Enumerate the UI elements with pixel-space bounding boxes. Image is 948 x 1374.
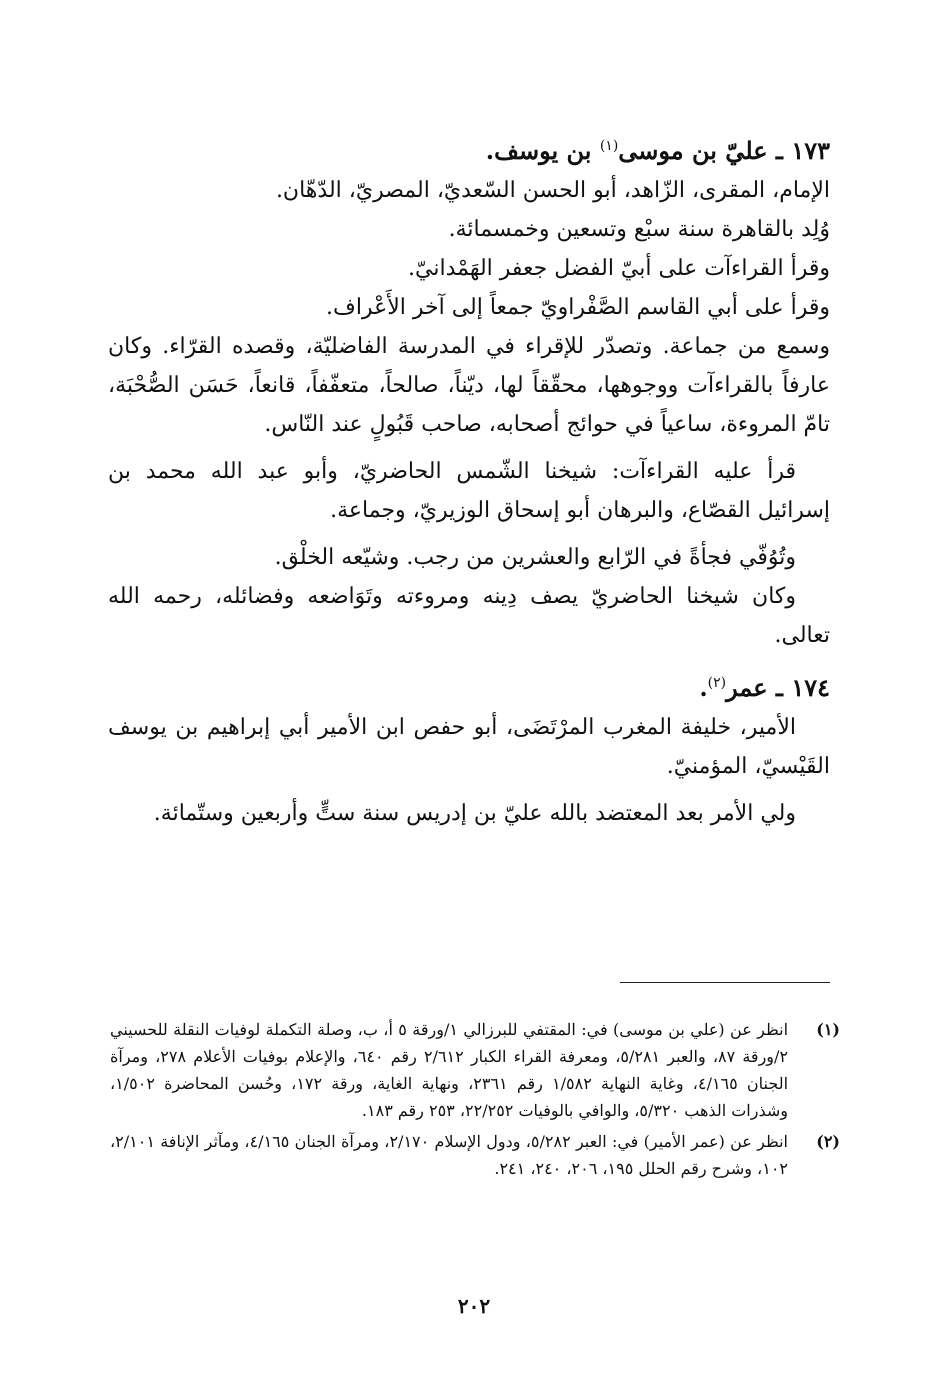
footnote-2 [110,1128,840,1182]
footnote-number: (٢) [816,1132,840,1151]
main-text [108,126,830,833]
entry-heading-173 [108,126,830,171]
paragraph: وُلِد بالقاهرة سنة سبْع وتسعين وخمسمائة. [448,217,830,242]
paragraph: وكان شيخنا الحاضريّ يصف دِينه ومروءته وتَوَاضعه وفضائله، رحمه الله تعالى. [108,584,830,648]
entry-heading-174 [108,663,830,708]
paragraph: وسمع من جماعة. وتصدّر للإقراء في المدرسة الفاضليّة، وقصده القرّاء. وكان عارفاً بالقراءآت ووجوهها، محقّقاً لها، ديّناً، صالحاً، متعفّفاً، قانعاً، حَسَن الصُّحْبَة، تامّ المروءة، ساعياً في حوائج أصحابه، صاحب قَبُولٍ عند النّاس. [108,334,830,437]
entry-heading-tail: بن يوسف. [485,136,600,165]
footnote-reference-1: (١) [599,138,619,154]
spacer [108,444,830,452]
footnote-1 [110,1016,840,1124]
paragraph: وقرأ على أبي القاسم الصَّفْراويّ جمعاً إلى آخر الأَعْراف. [326,295,830,320]
footnotes [110,1016,840,1186]
footnote-text: انظر عن (عمر الأمير) في: العبر ٥/٢٨٢، ودول الإسلام ٢/١٧٠، ومرآة الجنان ٤/١٦٥، ومآثر الإنافة ٢/١٠١، ١٠٢، وشرح رقم الحلل ١٩٥، ٢٠٦، ٢٤٠، ٢٤١. [110,1132,788,1178]
paragraph: وتُوُفّي فجأةً في الرّابع والعشرين من رجب. وشيّعه الخلْق. [274,545,796,570]
paragraph: ولي الأمر بعد المعتضد بالله عليّ بن إدريس سنة ستٍّ وأربعين وستّمائة. [153,801,796,826]
footnote-separator [620,982,830,983]
entry-heading-text: ١٧٣ ـ عليّ بن موسى [618,136,830,165]
spacer [108,530,830,538]
paragraph: الإمام، المقرى، الزّاهد، أبو الحسن السّعديّ، المصريّ، الدّهّان. [275,178,830,203]
paragraph: وقرأ القراءآت على أبيّ الفضل جعفر الهَمْدانيّ. [408,256,830,281]
spacer [108,786,830,794]
page-number: ٢٠٢ [457,1294,491,1318]
footnote-text: انظر عن (علي بن موسى) في: المقتفي للبرزالي ١/ورقة ٥ أ، ب، وصلة التكملة لوفيات النقلة للحسيني ٢/ورقة ٨٧، والعبر ٥/٢٨١، ومعرفة القراء الكبار ٢/٦١٢ رقم ٦٤٠، والإعلام بوفيات الأعلام ٢٧٨، ومرآة الجنان ٤/١٦٥، وغاية النهاية ١/٥٨٢ رقم ٢٣٦١، ونهاية الغاية، ورقة ١٧٢، وحُسن المحاضرة ١/٥٠٢، وشذرات الذهب ٥/٣٢٠، والوافي بالوفيات ٢٢/٢٥٢، ٢٥٣ رقم ١٨٣. [110,1020,789,1120]
entry-heading-tail: . [699,673,708,702]
spacer [108,655,830,663]
footnote-reference-2: (٢) [707,675,727,691]
entry-heading-text: ١٧٤ ـ عمر [726,673,830,702]
paragraph: قرأ عليه القراءآت: شيخنا الشّمس الحاضريّ، وأبو عبد الله محمد بن إسرائيل القصّاع، والبرهان أبو إسحاق الوزيريّ، وجماعة. [108,459,830,523]
paragraph: الأمير، خليفة المغرب المرْتَضَى، أبو حفص ابن الأمير أبي إبراهيم بن يوسف القَيْسيّ، المؤمنيّ. [108,715,830,779]
footnote-number: (١) [816,1020,840,1039]
